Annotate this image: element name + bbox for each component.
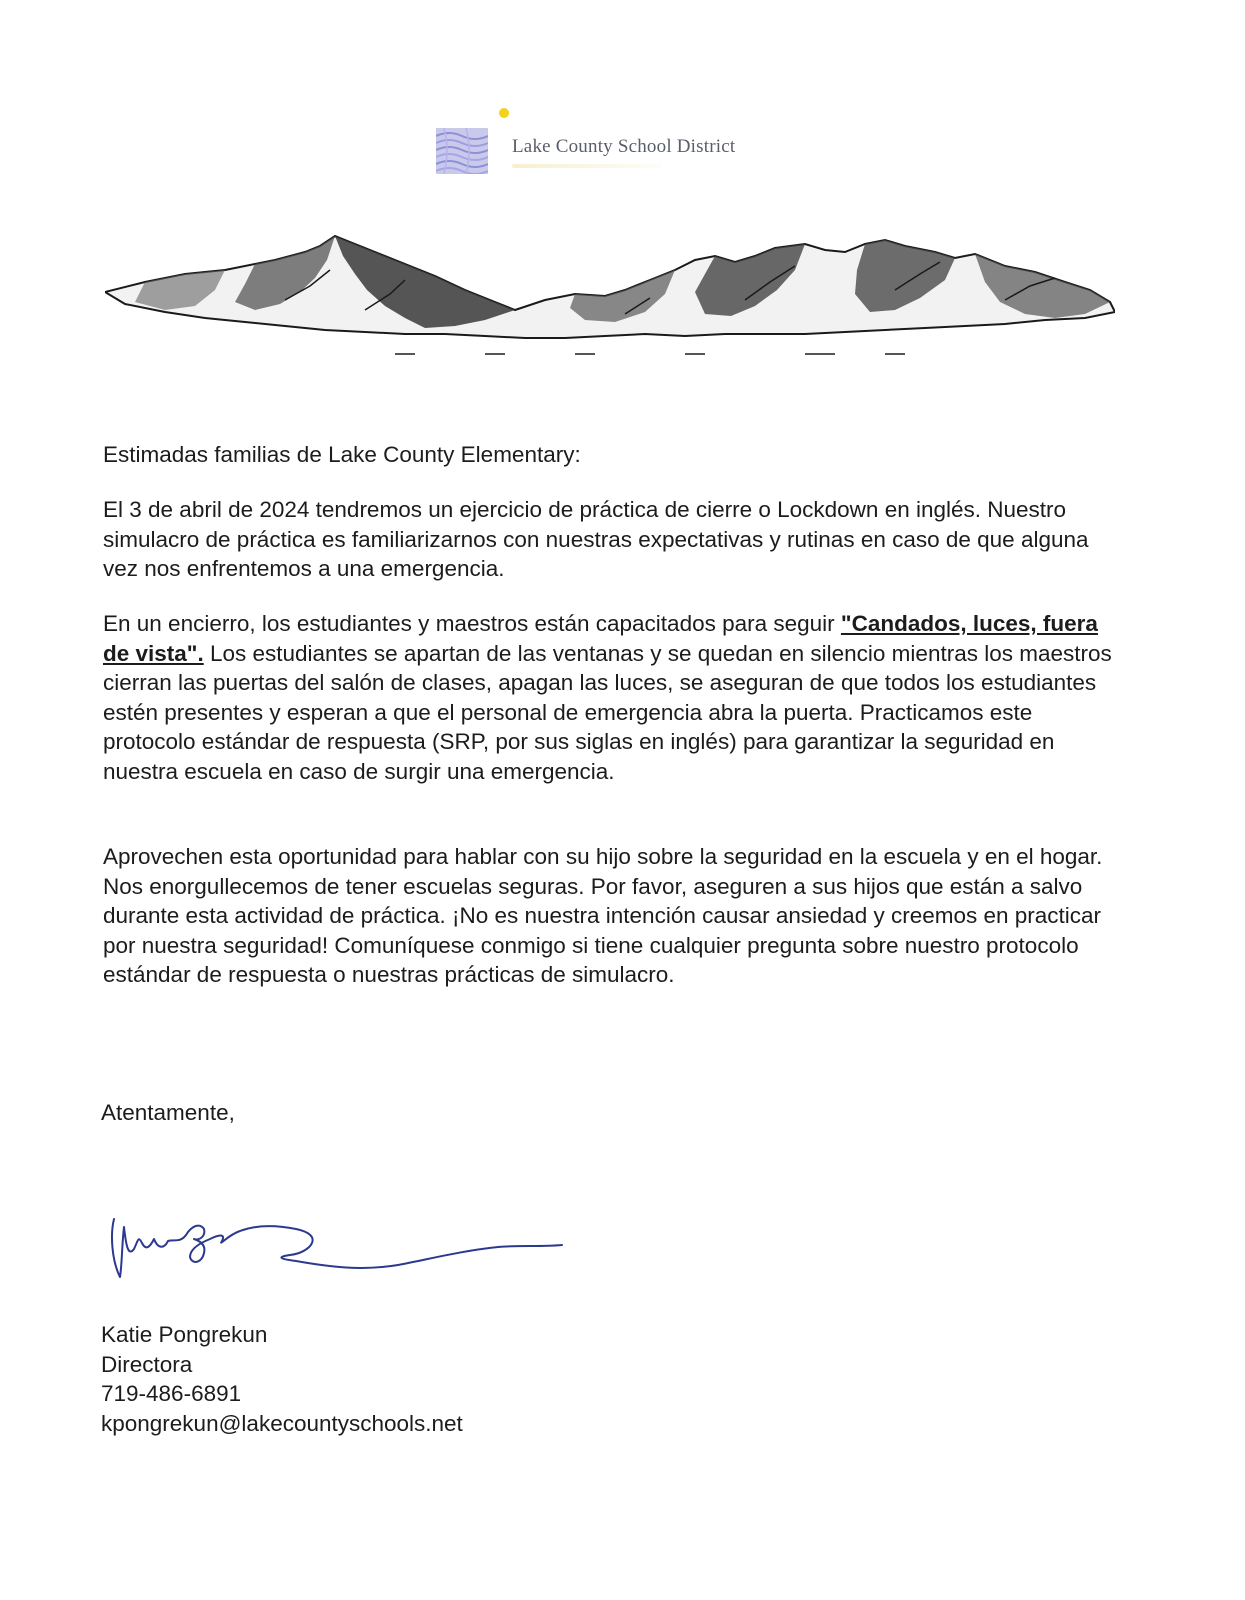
signature-block <box>101 1320 463 1438</box>
signer-title: Directora <box>101 1351 193 1377</box>
paragraph-lockdown-intro: En un encierro, los estudiantes y maestros están capacitados para seguir <box>103 611 841 636</box>
signer-phone: 719-486-6891 <box>101 1381 242 1406</box>
salutation: Estimadas familias de Lake County Elementary: <box>103 442 581 467</box>
paragraph-conversation-invite: Aprovechen esta oportunidad para hablar con su hijo sobre la seguridad en la escuela y en el hogar. Nos enorgullecemos de tener escuelas seguras. Por favor, aseguren a sus hijos que están a salvo durante esta actividad de práctica. ¡No es nuestra intención causar ansiedad y creemos en practicar por nuestra seguridad! Comuníquese conmigo si tiene cualquier pregunta sobre nuestro protocolo estándar de respuesta o nuestras prácticas de simulacro. <box>103 844 1103 987</box>
paragraph-lockdown-procedure <box>103 609 1113 786</box>
district-name: Lake County School District <box>512 136 736 157</box>
mountain-range-illustration <box>105 230 1115 360</box>
district-logo-icon <box>436 128 488 174</box>
lockdown-motto: "Candados, luces, fuera de vista". <box>103 611 1098 666</box>
letterhead <box>430 100 810 180</box>
logo-accent-dot <box>499 108 509 118</box>
signer-email: kpongrekun@lakecountyschools.net <box>101 1410 463 1436</box>
paragraph-lockdown-rest: Los estudiantes se apartan de las ventanas y se quedan en silencio mientras los maestros cierran las puertas del salón de clases, apagan las luces, se aseguran de que todos los estudiantes estén presentes y esperan a que el personal de emergencia abra la puerta. Practicamos este protocolo estándar de respuesta (SRP, por sus siglas en inglés) para garantizar la seguridad en nuestra escuela en caso de surgir una emergencia. <box>103 640 1112 784</box>
paragraph-announcement: El 3 de abril de 2024 tendremos un ejercicio de práctica de cierre o Lockdown en inglés. Nuestro simulacro de práctica es familiarizarnos con nuestras expectativas y rutinas en caso de que alguna vez nos enfrentemos a una emergencia. <box>103 497 1089 581</box>
faded-tagline <box>512 164 662 168</box>
handwritten-signature <box>100 1195 570 1295</box>
signer-name: Katie Pongrekun <box>101 1322 268 1347</box>
closing: Atentamente, <box>101 1100 235 1125</box>
